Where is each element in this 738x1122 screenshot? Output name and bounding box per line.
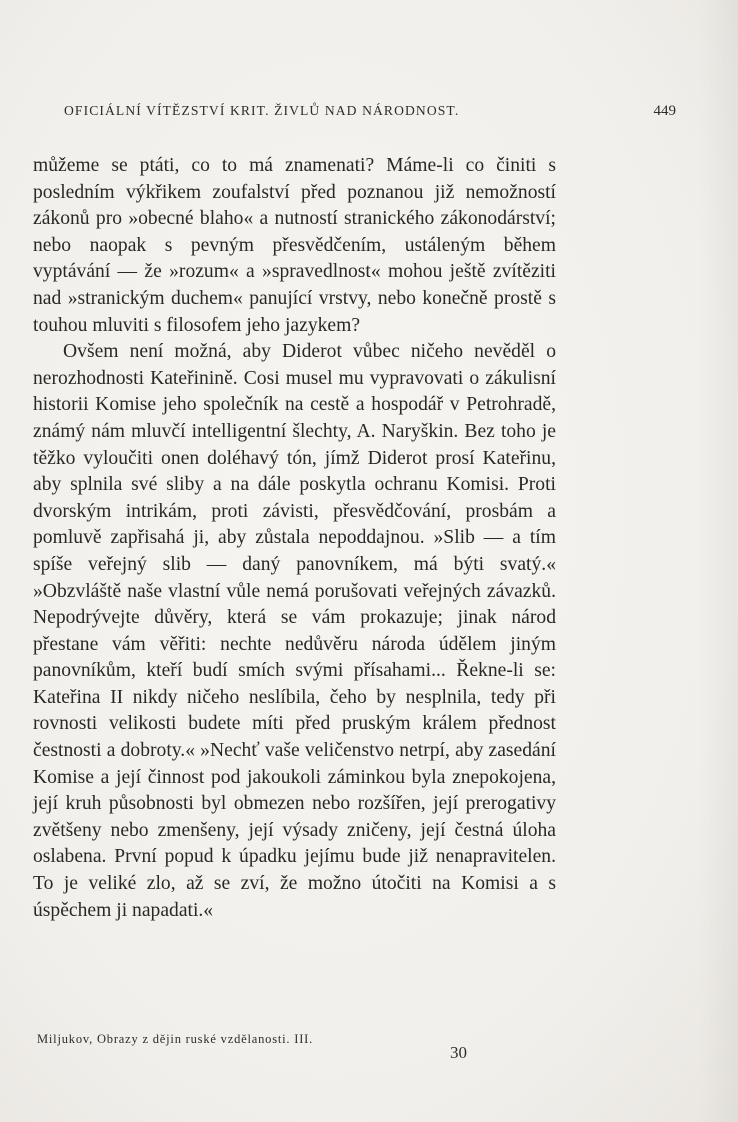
page-edge-shadow: [698, 0, 738, 1122]
paragraph-1: můžeme se ptáti, co to má znamenati? Máme-li co činiti s posledním výkřikem zoufalství před poznanou již nemožností zákonů pro »obecné blaho« a nutností stranického zákonodárství; nebo naopak s pevným přesvědčením, ustáleným během vyptávání — že »rozum« a »spravedlnost« mohou ještě zvítěziti nad »stranickým duchem« panující vrstvy, nebo konečně prostě s touhou mluviti s filosofem jeho jazykem?: [33, 155, 556, 336]
running-title: OFICIÁLNÍ VÍTĚZSTVÍ KRIT. ŽIVLŮ NAD NÁRODNOST.: [64, 103, 460, 118]
signature-text: Miljukov, Obrazy z dějin ruské vzdělanosti. III.: [37, 1032, 314, 1046]
running-head: [64, 103, 676, 125]
body-text: [33, 153, 556, 924]
paragraph-2: Ovšem není možná, aby Diderot vůbec ničeho nevěděl o nerozhodnosti Kateřinině. Cosi musel mu vypravovati o zákulisní historii Komise jeho společník na cestě a hospodář v Petrohradě, známý nám mluvčí intelligentní šlechty, A. Naryškin. Bez toho je těžko vyloučiti onen doléhavý tón, jímž Diderot prosí Kateřinu, aby splnila své sliby a na dále poskytla ochranu Komisi. Proti dvorským intrikám, proti závisti, přesvědčování, prosbám a pomluvě zapřisahá ji, aby zůstala nepoddajnou. »Slib — a tím spíše veřejný slib — daný panovníkem, má býti svatý.« »Obzvláště naše vlastní vůle nemá porušovati veřejných závazků. Nepodrývejte důvěry, která se vám prokazuje; jinak národ přestane vám věřiti: nechte nedůvěru národa údělem jiným panovníkům, kteří budí smích svými přísahami... Řekne-li se: Kateřina II nikdy ničeho neslíbila, čeho by nesplnila, tedy při rovnosti velikosti budete míti před pruským králem přednost čestnosti a dobroty.« »Nechť vaše veličenstvo netrpí, aby zasedání Komise a její činnost pod jakoukoli záminkou byla znepokojena, její kruh působnosti byl obmezen nebo rozšířen, její prerogativy zvětšeny nebo zmenšeny, její výsady zničeny, její čestná úloha oslabena. První popud k úpadku jejímu bude již nenapravitelen. To je veliké zlo, až se zví, že možno útočiti na Komisi a s úspěchem ji napadati.«: [33, 341, 556, 921]
page-number: 449: [653, 103, 676, 119]
printer-signature: [37, 1032, 487, 1082]
signature-number: 30: [450, 1043, 467, 1062]
